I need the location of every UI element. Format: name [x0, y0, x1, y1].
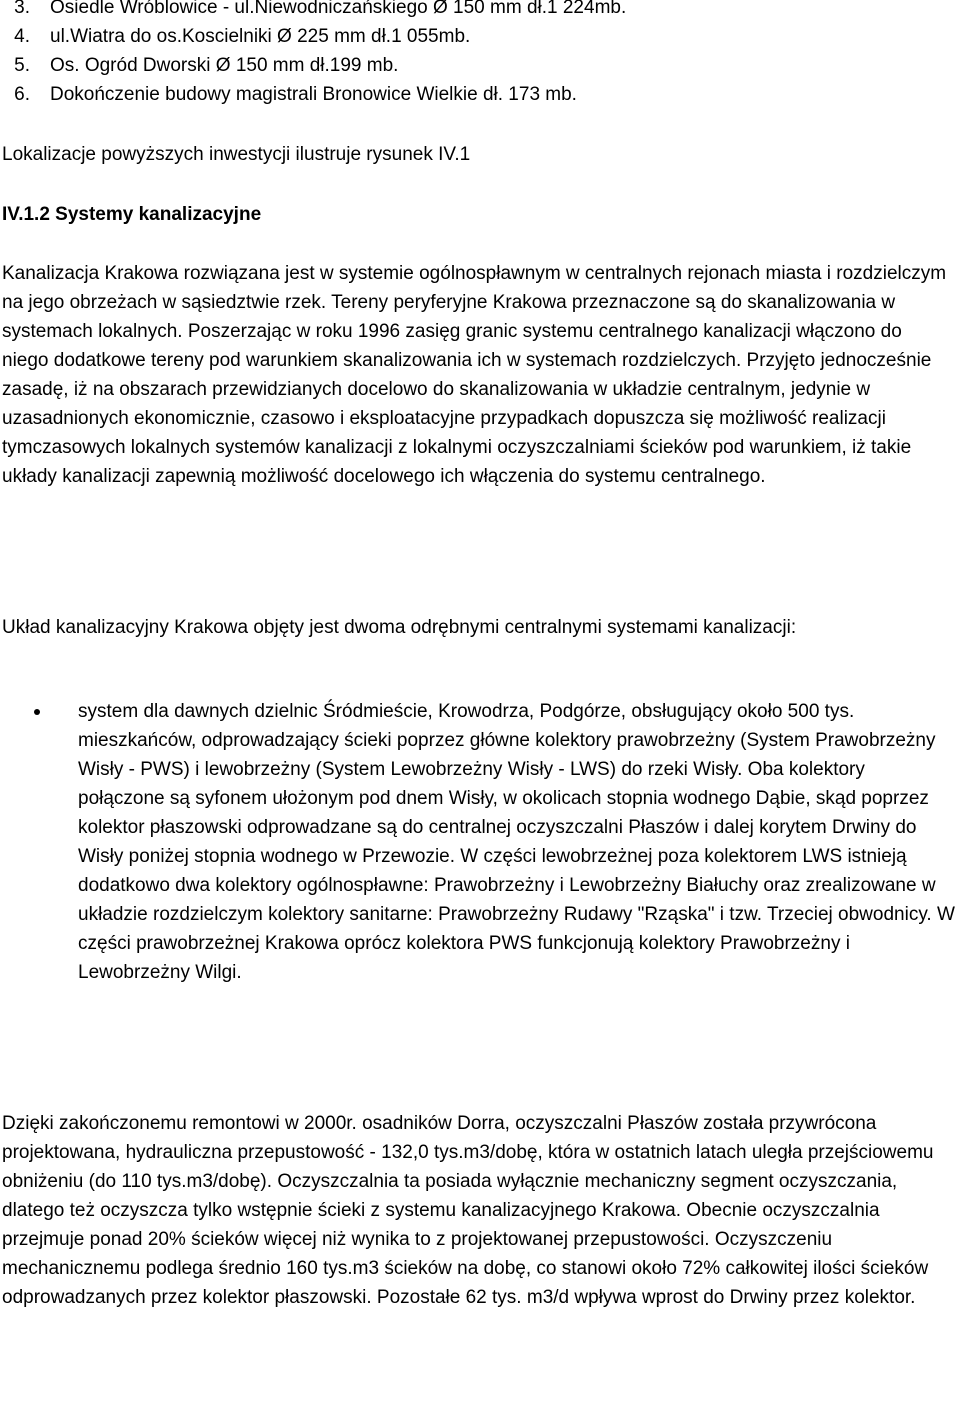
paragraph-sewer-system: Kanalizacja Krakowa rozwiązana jest w systemie ogólnospławnym w centralnych rejonach miasta i rozdzielczym na jego obrzeżach w sąsiedztwie rzek. Tereny peryferyjne Krakowa przeznaczone są do skanalizowania w systemach lokalnych. Poszerzając w roku 1996 zasięg granic systemu centralnego kanalizacji włączono do niego dodatkowe tereny pod warunkiem skanalizowania ich w systemach rozdzielczych. Przyjęto jednocześnie zasadę, iż na obszarach przewidzianych docelowo do skanalizowania w układzie centralnym, jedynie w uzasadnionych ekonomicznie, czasowo i eksploatacyjne przypadkach dopuszcza się możliwość realizacji tymczasowych lokalnych systemów kanalizacji z lokalnymi oczyszczalniami ścieków pod warunkiem, iż takie układy kanalizacji zapewnią możliwość docelowego ich włączenia do systemu centralnego. [2, 263, 947, 487]
list-item-number: 5. [14, 55, 30, 76]
list-item [0, 22, 626, 51]
paragraph-central-systems: Układ kanalizacyjny Krakowa objęty jest dwoma odrębnymi centralnymi systemami kanalizacji: [2, 617, 797, 638]
list-item [0, 0, 626, 22]
localization-note: Lokalizacje powyższych inwestycji ilustruje rysunek IV.1 [2, 144, 471, 165]
list-item-text: Osiedle Wróblowice - ul.Niewodniczańskiego Ø 150 mm dł.1 224mb. [50, 0, 627, 18]
list-item-number: 6. [14, 84, 30, 105]
systems-bullet-list [0, 697, 955, 987]
investment-list [0, 0, 626, 109]
bullet-item-text: system dla dawnych dzielnic Śródmieście, Krowodrza, Podgórze, obsługujący około 500 tys. mieszkańców, odprowadzający ścieki poprzez główne kolektory prawobrzeżny (System Prawobrzeżny Wisły - PWS) i lewobrzeżny (System Lewobrzeżny Wisły - LWS) do rzeki Wisły. Oba kolektory połączone są syfonem ułożonym pod dnem Wisły, w okolicach stopnia wodnego Dąbie, skąd poprzez kolektor płaszowski odprowadzane są do centralnej oczyszczalni Płaszów i dalej korytem Drwiny do Wisły poniżej stopnia wodnego w Przewozie. W części lewobrzeżnej poza kolektorem LWS istnieją dodatkowo dwa kolektory ogólnospławne: Prawobrzeżny i Lewobrzeżny Białuchy oraz zrealizowane w układzie rozdzielczym kolektory sanitarne: Prawobrzeżny Rudawy "Rząska" i tzw. Trzeciej obwodnicy. W części prawobrzeżnej Krakowa oprócz kolektora PWS funkcjonują kolektory Prawobrzeżny i Lewobrzeżny Wilgi. [78, 701, 955, 983]
section-heading: IV.1.2 Systemy kanalizacyjne [2, 204, 262, 225]
bullet-icon [34, 709, 40, 715]
list-item-text: ul.Wiatra do os.Koscielniki Ø 225 mm dł.1 055mb. [50, 26, 471, 47]
paragraph-treatment-plant: Dzięki zakończonemu remontowi w 2000r. osadników Dorra, oczyszczalni Płaszów została przywrócona projektowana, hydrauliczna przepustowość - 132,0 tys.m3/dobę, która w ostatnich latach uległa przejściowemu obniżeniu (do 110 tys.m3/dobę). Oczyszczalnia ta posiada wyłącznie mechaniczny segment oczyszczania, dlatego też oczyszcza tylko wstępnie ścieki z systemu kanalizacyjnego Krakowa. Obecnie oczyszczalnia przejmuje ponad 20% ścieków więcej niż wynika to z projektowanej przepustowości. Oczyszczeniu mechanicznemu podlega średnio 160 tys.m3 ścieków na dobę, co stanowi około 72% całkowitej ilości ścieków odprowadzanych przez kolektor płaszowski. Pozostałe 62 tys. m3/d wpływa wprost do Drwiny przez kolektor. [2, 1113, 934, 1308]
list-item-text: Dokończenie budowy magistrali Bronowice Wielkie dł. 173 mb. [50, 84, 577, 105]
list-item-text: Os. Ogród Dworski Ø 150 mm dł.199 mb. [50, 55, 399, 76]
list-item [0, 80, 626, 109]
list-item-number: 3. [14, 0, 30, 18]
bullet-item [0, 697, 955, 987]
list-item-number: 4. [14, 26, 30, 47]
list-item [0, 51, 626, 80]
